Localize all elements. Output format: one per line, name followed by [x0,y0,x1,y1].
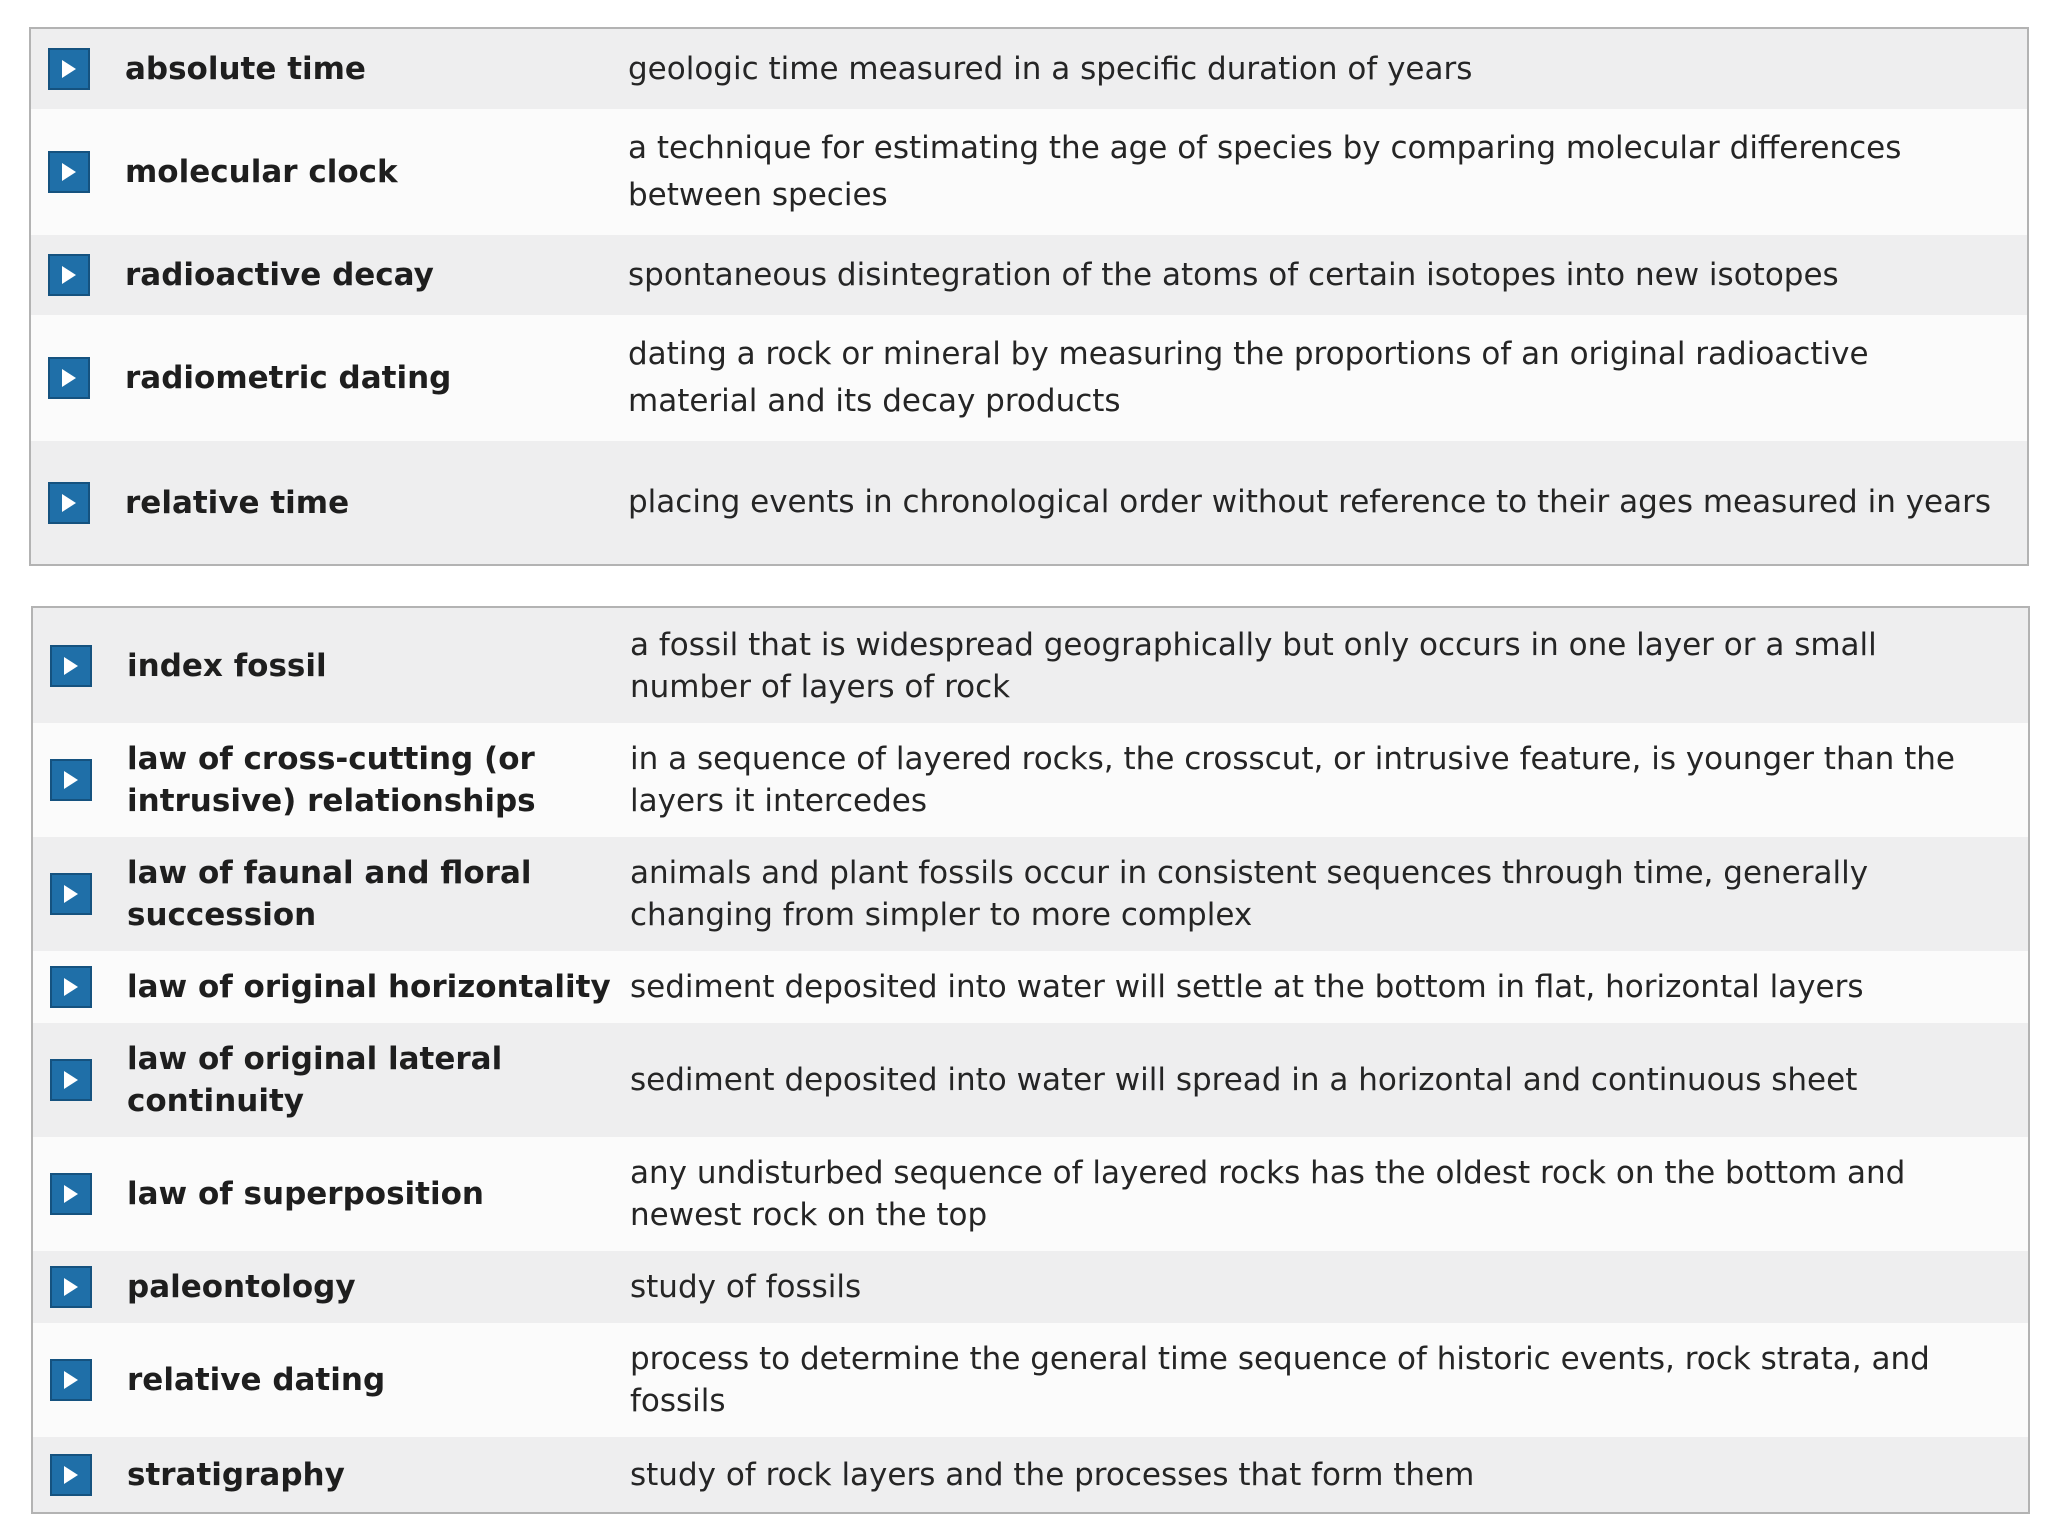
glossary-definition: animals and plant fossils occur in consistent sequences through time, generally changing from simpler to more complex [630,855,1869,933]
glossary-panel-2 [31,606,2030,1514]
play-icon [60,492,78,514]
glossary-term: law of original horizontality [127,969,611,1005]
play-pronunciation-button[interactable] [48,48,90,90]
play-pronunciation-button[interactable] [50,1359,92,1401]
play-pronunciation-button[interactable] [50,1173,92,1215]
play-icon [62,1369,80,1391]
glossary-term: paleontology [127,1269,356,1305]
play-icon [62,1276,80,1298]
glossary-definition: spontaneous disintegration of the atoms of certain isotopes into new isotopes [628,256,1839,293]
glossary-row [33,1023,2028,1137]
play-icon [62,1069,80,1091]
play-icon [62,1183,80,1205]
play-pronunciation-button[interactable] [50,966,92,1008]
glossary-row [31,235,2027,315]
glossary-row [31,315,2027,441]
glossary-definition: geologic time measured in a specific duration of years [628,50,1473,87]
play-pronunciation-button[interactable] [48,482,90,524]
play-pronunciation-button[interactable] [50,759,92,801]
play-icon [60,264,78,286]
play-icon [62,1464,80,1486]
glossary-definition: any undisturbed sequence of layered rocks has the oldest rock on the bottom and newest rock on the top [630,1155,1906,1233]
glossary-row [33,1251,2028,1323]
glossary-term: index fossil [127,647,327,684]
glossary-definition: a fossil that is widespread geographically but only occurs in one layer or a small number of layers of rock [630,626,1877,705]
glossary-definition: sediment deposited into water will spread in a horizontal and continuous sheet [630,1062,1858,1098]
glossary-definition: study of rock layers and the processes that form them [630,1456,1475,1493]
glossary-definition: placing events in chronological order without reference to their ages measured in years [628,484,1992,520]
play-pronunciation-button[interactable] [50,1454,92,1496]
play-icon [60,161,78,183]
glossary-row [31,441,2027,564]
glossary-panel-1 [29,27,2029,566]
play-icon [62,769,80,791]
glossary-term: radioactive decay [125,257,434,293]
glossary-row [33,837,2028,951]
play-pronunciation-button[interactable] [48,254,90,296]
play-icon [62,655,80,677]
glossary-definition: sediment deposited into water will settle at the bottom in flat, horizontal layers [630,969,1864,1005]
glossary-definition: dating a rock or mineral by measuring the proportions of an original radioactive material and its decay products [628,336,1869,419]
glossary-term: molecular clock [125,154,398,190]
glossary-definition: a technique for estimating the age of species by comparing molecular differences between species [628,130,1902,213]
glossary-term: law of cross-cutting (or intrusive) relationships [127,741,536,819]
play-pronunciation-button[interactable] [48,357,90,399]
glossary-definition: in a sequence of layered rocks, the crosscut, or intrusive feature, is younger than the layers it intercedes [630,741,1955,819]
glossary-term: law of superposition [127,1176,484,1212]
glossary-term: radiometric dating [125,360,452,396]
glossary-row [33,951,2028,1023]
glossary-definition: study of fossils [630,1269,862,1305]
glossary-term: relative time [125,484,350,521]
play-pronunciation-button[interactable] [50,1059,92,1101]
glossary-row [31,109,2027,235]
play-icon [62,883,80,905]
glossary-row [31,29,2027,109]
glossary-term: law of faunal and floral succession [127,855,532,933]
glossary-term: stratigraphy [127,1456,345,1493]
glossary-row [33,1323,2028,1437]
play-icon [60,367,78,389]
play-pronunciation-button[interactable] [50,645,92,687]
play-icon [60,58,78,80]
glossary-term: relative dating [127,1362,386,1398]
play-pronunciation-button[interactable] [50,873,92,915]
glossary-definition: process to determine the general time sequence of historic events, rock strata, and fossils [630,1341,1930,1419]
play-pronunciation-button[interactable] [50,1266,92,1308]
play-pronunciation-button[interactable] [48,151,90,193]
play-icon [62,976,80,998]
glossary-row [33,608,2028,723]
glossary-term: absolute time [125,51,366,87]
glossary-row [33,723,2028,837]
glossary-row [33,1437,2028,1512]
glossary-row [33,1137,2028,1251]
glossary-term: law of original lateral continuity [127,1041,503,1119]
